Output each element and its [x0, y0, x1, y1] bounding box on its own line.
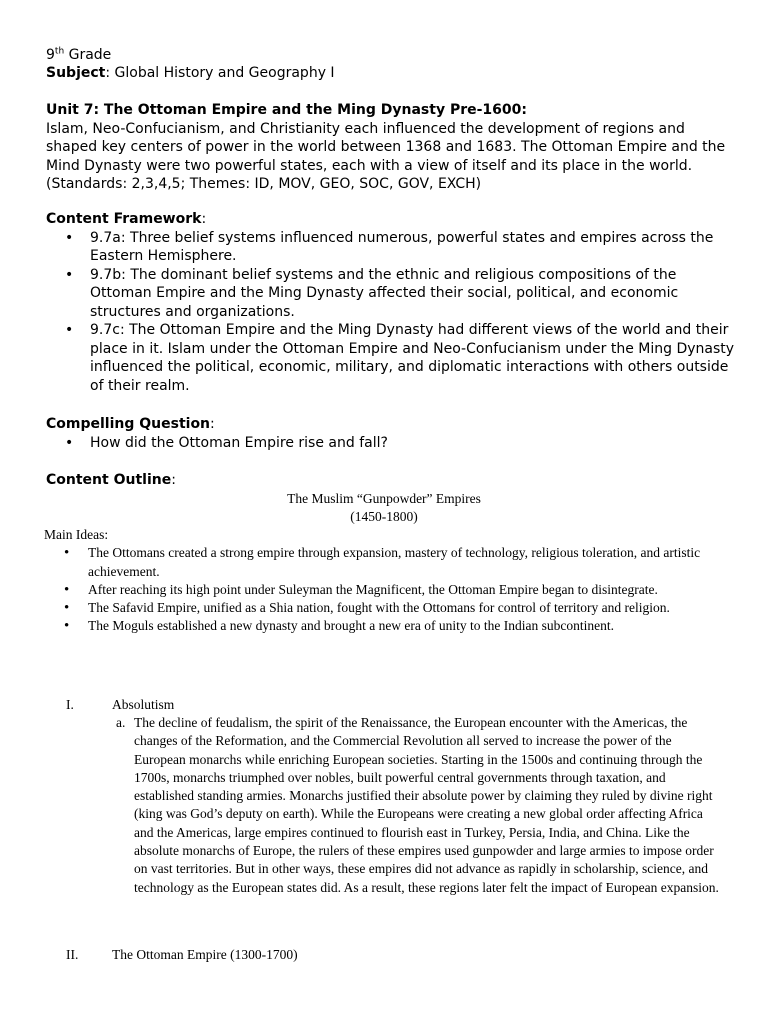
- section-numeral: II.: [66, 947, 79, 962]
- framework-item: • 9.7c: The Ottoman Empire and the Ming Dynasty had different views of the world and their place in it. Islam under the Ottoman Empire and Neo-Confucianism under the Ming Dynasty influenced the political, economic, military, and diplomatic interactions with others outside of their realm.: [46, 321, 736, 395]
- sub-letter: a.: [116, 715, 126, 730]
- outline-section-1: [44, 696, 734, 716]
- subject-line: [46, 64, 736, 83]
- unit-section: [46, 101, 736, 194]
- section-title: Absolutism: [112, 697, 175, 712]
- main-idea-item: • After reaching its high point under Suleyman the Magnificent, the Ottoman Empire began to disintegrate.: [44, 581, 720, 599]
- main-idea-item: • The Safavid Empire, unified as a Shia nation, fought with the Ottomans for control of territory and religion.: [44, 599, 720, 617]
- grade-number: 9: [46, 47, 55, 63]
- outline-subsection-a: [44, 714, 734, 897]
- subject-label: Subject: [46, 65, 106, 81]
- outline-section-2: [44, 946, 734, 966]
- framework-section: [46, 210, 736, 395]
- section-title: The Ottoman Empire (1300-1700): [112, 947, 298, 962]
- question-heading: Compelling Question:: [46, 416, 215, 432]
- outline-heading: Content Outline:: [46, 472, 176, 488]
- main-idea-item: • The Moguls established a new dynasty and brought a new era of unity to the Indian subcontinent.: [44, 617, 720, 635]
- question-item: • How did the Ottoman Empire rise and fall?: [46, 434, 736, 453]
- sub-text: The decline of feudalism, the spirit of the Renaissance, the European encounter with the Americas, the changes of the Reformation, and the Commercial Revolution all served to increase the power of the European monarchs while enriching European societies. Starting in the 1500s and continuing through the 1700s, monarchs triumphed over nobles, built powerful central governments through taxation, and established standing armies. Monarchs justified their absolute power by claiming they ruled by divine right (king was God’s deputy on earth). While the Europeans were creating a new global order affecting Africa and the Americas, large empires continued to flourish east in Turkey, Persia, India, and China. Like the absolute monarchs of Europe, the rulers of these empires used gunpowder and large armies to impose order on vast territories. But in other ways, these empires did not advance as rapidly in scholarship, science, and technology as the European states did. As a result, these regions later felt the impact of European expansion.: [134, 715, 719, 895]
- main-ideas-list: [44, 544, 720, 635]
- framework-item: • 9.7a: Three belief systems influenced numerous, powerful states and empires across the Eastern Hemisphere.: [46, 229, 736, 266]
- question-section: [46, 415, 736, 452]
- main-idea-item: • The Ottomans created a strong empire through expansion, mastery of technology, religious toleration, and artistic achievement.: [44, 544, 720, 581]
- unit-title: Unit 7: The Ottoman Empire and the Ming Dynasty Pre-1600:: [46, 102, 527, 118]
- outline-title: The Muslim “Gunpowder” Empires: [287, 491, 481, 506]
- question-list: [46, 434, 736, 453]
- framework-list: [46, 229, 736, 396]
- main-ideas-section: [44, 526, 720, 636]
- grade-word: Grade: [64, 47, 112, 63]
- section-numeral: I.: [66, 697, 74, 712]
- subject-value: : Global History and Geography I: [105, 65, 335, 81]
- main-ideas-label: Main Ideas:: [44, 527, 109, 542]
- outline-dates: (1450-1800): [350, 509, 418, 524]
- grade-line: [46, 46, 736, 65]
- grade-superscript: th: [54, 46, 65, 57]
- framework-heading: Content Framework:: [46, 211, 207, 227]
- framework-item: • 9.7b: The dominant belief systems and the ethnic and religious compositions of the Ottoman Empire and the Ming Dynasty affected their social, political, and economic structures and organizations.: [46, 266, 736, 322]
- unit-intro: Islam, Neo-Confucianism, and Christianity each influenced the development of regions and shaped key centers of power in the world between 1368 and 1683. The Ottoman Empire and the Mind Dynasty were two powerful states, each with a view of itself and its place in the world. (Standards: 2,3,4,5; Themes: ID, MOV, GEO, SOC, GOV, EXCH): [46, 120, 726, 192]
